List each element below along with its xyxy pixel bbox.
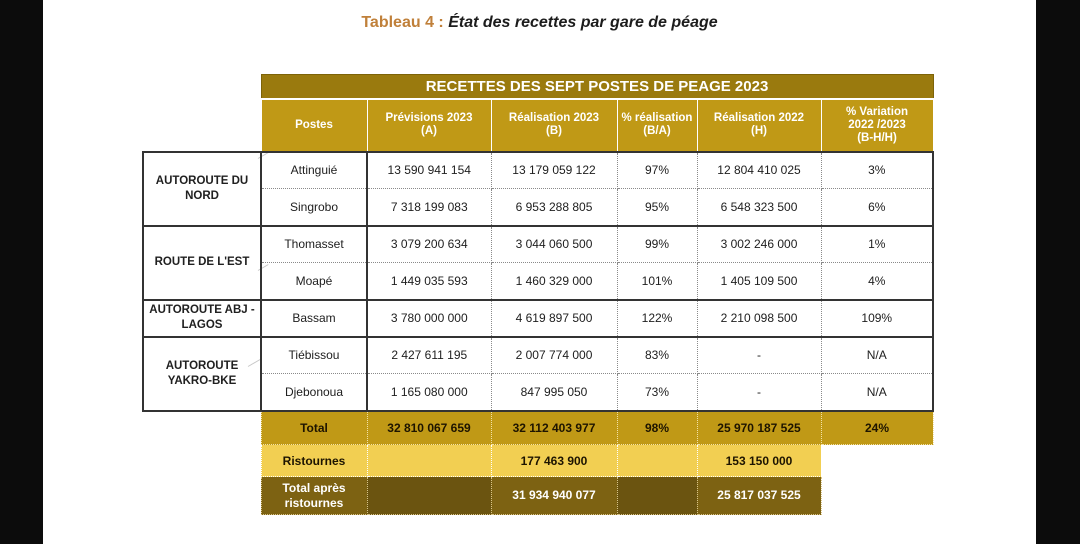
- blank-cell: [143, 411, 261, 445]
- previsions-2023-value: 1 449 035 593: [367, 263, 491, 300]
- realisation-2022-value: -: [697, 374, 821, 411]
- blank-cell: [821, 445, 933, 477]
- ristournes-row: [143, 445, 933, 477]
- table-row: [143, 374, 933, 411]
- realisation-2022-value: -: [697, 337, 821, 374]
- pct-variation-value: 1%: [821, 226, 933, 263]
- total-realisation-2023: 32 112 403 977: [491, 411, 617, 445]
- table-banner: RECETTES DES SEPT POSTES DE PEAGE 2023: [261, 75, 933, 99]
- previsions-2023-value: 1 165 080 000: [367, 374, 491, 411]
- right-dark-border: [1036, 0, 1080, 544]
- station-name: Bassam: [261, 300, 367, 337]
- pct-variation-value: 3%: [821, 152, 933, 189]
- header-pct-realisation: % réalisation (B/A): [617, 99, 697, 152]
- pct-realisation-value: 97%: [617, 152, 697, 189]
- pct-realisation-value: 95%: [617, 189, 697, 226]
- pct-variation-value: 109%: [821, 300, 933, 337]
- total-row: [143, 411, 933, 445]
- realisation-2023-value: 3 044 060 500: [491, 226, 617, 263]
- apres-empty-cell: [617, 477, 697, 515]
- previsions-2023-value: 7 318 199 083: [367, 189, 491, 226]
- previsions-2023-value: 2 427 611 195: [367, 337, 491, 374]
- station-name: Tiébissou: [261, 337, 367, 374]
- revenue-table: [142, 74, 934, 515]
- total-previsions-2023: 32 810 067 659: [367, 411, 491, 445]
- group-autoroute-du-nord: AUTOROUTE DU NORD: [143, 152, 261, 226]
- header-realisation-2023: Réalisation 2023 (B): [491, 99, 617, 152]
- group-route-de-lest: ROUTE DE L'EST: [143, 226, 261, 300]
- pct-variation-value: 4%: [821, 263, 933, 300]
- ristournes-label: Ristournes: [261, 445, 367, 477]
- total-realisation-2022: 25 970 187 525: [697, 411, 821, 445]
- group-autoroute-yakro-bke: AUTOROUTE YAKRO-BKE: [143, 337, 261, 411]
- total-apres-ristournes-2023: 31 934 940 077: [491, 477, 617, 515]
- total-label: Total: [261, 411, 367, 445]
- previsions-2023-value: 3 079 200 634: [367, 226, 491, 263]
- realisation-2022-value: 12 804 410 025: [697, 152, 821, 189]
- total-apres-ristournes-label: Total après ristournes: [261, 477, 367, 515]
- previsions-2023-value: 13 590 941 154: [367, 152, 491, 189]
- realisation-2023-value: 13 179 059 122: [491, 152, 617, 189]
- pct-variation-value: 6%: [821, 189, 933, 226]
- blank-cell: [143, 477, 261, 515]
- ristournes-2023: 177 463 900: [491, 445, 617, 477]
- station-name: Singrobo: [261, 189, 367, 226]
- realisation-2023-value: 847 995 050: [491, 374, 617, 411]
- header-postes: Postes: [261, 99, 367, 152]
- pct-realisation-value: 99%: [617, 226, 697, 263]
- realisation-2022-value: 1 405 109 500: [697, 263, 821, 300]
- ristournes-empty-cell: [617, 445, 697, 477]
- ristournes-2022: 153 150 000: [697, 445, 821, 477]
- table-row: [143, 263, 933, 300]
- group-autoroute-abj-lagos: AUTOROUTE ABJ - LAGOS: [143, 300, 261, 337]
- realisation-2022-value: 3 002 246 000: [697, 226, 821, 263]
- total-apres-ristournes-2022: 25 817 037 525: [697, 477, 821, 515]
- realisation-2022-value: 2 210 098 500: [697, 300, 821, 337]
- table-caption: [43, 14, 1036, 32]
- left-dark-border: [0, 0, 43, 544]
- realisation-2022-value: 6 548 323 500: [697, 189, 821, 226]
- total-apres-ristournes-row: [143, 477, 933, 515]
- realisation-2023-value: 2 007 774 000: [491, 337, 617, 374]
- caption-label: Tableau 4 :: [361, 14, 444, 31]
- blank-cell: [821, 477, 933, 515]
- table-row: [143, 226, 933, 263]
- caption-text: État des recettes par gare de péage: [448, 14, 718, 31]
- blank-cell: [143, 75, 261, 99]
- header-pct-variation: % Variation 2022 /2023 (B-H/H): [821, 99, 933, 152]
- pct-realisation-value: 83%: [617, 337, 697, 374]
- table-row: [143, 152, 933, 189]
- table-row: [143, 189, 933, 226]
- realisation-2023-value: 1 460 329 000: [491, 263, 617, 300]
- ristournes-empty-cell: [367, 445, 491, 477]
- station-name: Moapé: [261, 263, 367, 300]
- total-pct-realisation: 98%: [617, 411, 697, 445]
- table-row: [143, 337, 933, 374]
- header-realisation-2022: Réalisation 2022 (H): [697, 99, 821, 152]
- realisation-2023-value: 6 953 288 805: [491, 189, 617, 226]
- header-previsions-2023: Prévisions 2023 (A): [367, 99, 491, 152]
- pct-realisation-value: 122%: [617, 300, 697, 337]
- station-name: Thomasset: [261, 226, 367, 263]
- station-name: Attinguié: [261, 152, 367, 189]
- previsions-2023-value: 3 780 000 000: [367, 300, 491, 337]
- station-name: Djebonoua: [261, 374, 367, 411]
- blank-cell: [143, 445, 261, 477]
- pct-realisation-value: 73%: [617, 374, 697, 411]
- pct-variation-value: N/A: [821, 337, 933, 374]
- apres-empty-cell: [367, 477, 491, 515]
- table-row: [143, 300, 933, 337]
- pct-variation-value: N/A: [821, 374, 933, 411]
- pct-realisation-value: 101%: [617, 263, 697, 300]
- blank-cell: [143, 99, 261, 152]
- total-pct-variation: 24%: [821, 411, 933, 445]
- realisation-2023-value: 4 619 897 500: [491, 300, 617, 337]
